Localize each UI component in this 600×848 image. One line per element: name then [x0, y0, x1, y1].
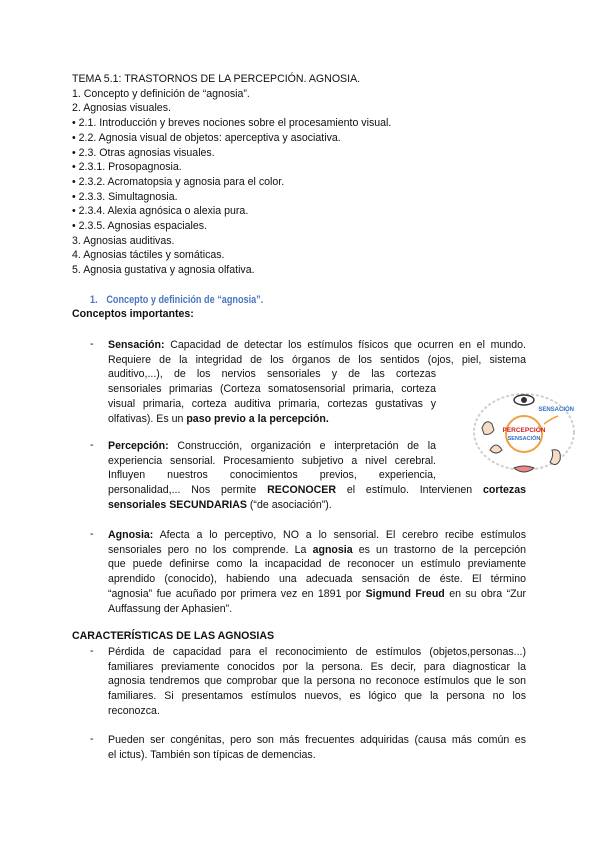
center-circle	[506, 416, 542, 452]
highlight-text: paso previo a la percepción.	[186, 412, 329, 425]
text-line: auditivo,...), de los nervios sensoriales y de las cortezas	[108, 368, 436, 381]
figure-label-percepcion: PERCEPCIÓN	[502, 427, 546, 434]
toc-line: • 2.2. Agnosia visual de objetos: aperceptiva y asociativa.	[72, 131, 341, 144]
text-line: Influyen nuestros conocimientos previos, experiencia,	[108, 469, 436, 482]
table-of-contents	[72, 72, 532, 278]
text-line: sensoriales pero no los comprende. La	[108, 543, 307, 556]
highlight-text: agnosia	[312, 543, 353, 556]
percepcion-paragraph	[108, 439, 526, 513]
text-line: Afecta a lo perceptivo, NO a lo sensorial. El cerebro recibe estímulos	[159, 529, 526, 541]
figure-arrow	[544, 416, 558, 424]
text-line: Auffassung der Aphasien”.	[108, 602, 233, 615]
characteristics-heading: CARACTERÍSTICAS DE LAS AGNOSIAS	[72, 630, 275, 642]
ear-icon	[550, 450, 560, 465]
text-line: aprendido (conocido), habiendo una adecuada sensación de éste. El término	[108, 573, 526, 586]
text-line: experiencia sensorial. Procesamiento subjetivo a nivel cerebral.	[108, 454, 436, 467]
text-line: Requiere de la integridad de los órganos de los sentidos (ojos, piel, sistema	[108, 353, 526, 366]
mouth-icon	[514, 466, 534, 472]
text-line: Pueden ser congénitas, pero son más frecuentes adquiridas (causa más común es	[108, 734, 526, 746]
section-heading	[90, 294, 263, 306]
text-line: Construcción, organización e interpretación de la	[177, 440, 436, 452]
text-line: “agnosia” fue acuñado por primera vez en 1891 por	[108, 587, 362, 600]
figure-label-sensacion-center: SENSACIÓN	[507, 436, 541, 442]
text-line: es un trastorno de la percepción	[358, 543, 526, 556]
bullet-dash: -	[90, 528, 94, 540]
highlight-text: RECONOCER	[267, 484, 336, 497]
bullet-dash: -	[90, 338, 94, 350]
text-line: (“de asociación”).	[249, 498, 332, 511]
agnosia-paragraph	[108, 528, 526, 616]
concepts-heading: Conceptos importantes:	[72, 308, 194, 320]
toc-line: 1. Concepto y definición de “agnosia”.	[72, 87, 250, 100]
toc-line: 3. Agnosias auditivas.	[72, 234, 175, 247]
toc-line: 5. Agnosia gustativa y agnosia olfativa.	[72, 264, 255, 277]
toc-line: 4. Agnosias táctiles y somáticas.	[72, 249, 225, 262]
senses-perception-figure	[468, 376, 580, 488]
highlight-text: cortezas	[483, 484, 526, 497]
bullet-dash: -	[90, 439, 94, 451]
sensacion-term: Sensación:	[108, 339, 165, 351]
sensacion-paragraph	[108, 338, 526, 426]
bullet-dash: -	[90, 645, 94, 657]
text-line: reconozca.	[108, 704, 160, 717]
toc-line: 2. Agnosias visuales.	[72, 102, 171, 115]
toc-line: • 2.3.4. Alexia agnósica o alexia pura.	[72, 205, 249, 218]
toc-line: • 2.3.2. Acromatopsia y agnosia para el color.	[72, 175, 285, 188]
text-line: Capacidad de detectar los estímulos físicos que ocurren en el mundo.	[170, 339, 526, 351]
text-line: olfativas). Es un	[108, 412, 184, 425]
text-line: agnosia tendremos que comprobar que la persona no reconoce estímulos que le son	[108, 675, 526, 688]
eye-icon	[514, 395, 534, 405]
text-line: sensoriales primarias (Corteza somatosensorial primaria, corteza	[108, 383, 436, 396]
toc-line: TEMA 5.1: TRASTORNOS DE LA PERCEPCIÓN. AGNOSIA.	[72, 73, 361, 85]
bullet-dash: -	[90, 733, 94, 745]
highlight-text: Sigmund Freud	[365, 587, 445, 600]
text-line: personalidad,... Nos permite	[108, 484, 257, 497]
hand-icon	[482, 422, 494, 435]
toc-line: • 2.3.1. Prosopagnosia.	[72, 161, 182, 174]
text-line: que puede definirse como la incapacidad de reconocer un estímulo previamente	[108, 558, 526, 571]
text-line: el ictus). También son típicas de demencias.	[108, 748, 316, 761]
toc-line: • 2.1. Introducción y breves nociones sobre el procesamiento visual.	[72, 117, 392, 130]
text-line: el estímulo. Intervienen	[346, 484, 473, 497]
characteristic-paragraph	[108, 645, 526, 719]
highlight-text: sensoriales SECUNDARIAS	[108, 498, 247, 511]
text-line: familiares previamente conocidos por la persona. Es decir, para diagnosticar la	[108, 660, 526, 673]
toc-line: • 2.3.3. Simultagnosia.	[72, 190, 178, 203]
figure-label-sensacion: SENSACIÓN	[538, 407, 574, 413]
text-line: en su obra “Zur	[449, 587, 527, 600]
section-title: Concepto y definición de “agnosia”.	[106, 294, 264, 306]
text-line: visual primaria, corteza auditiva primaria, cortezas gustativas y	[108, 397, 436, 410]
characteristic-paragraph	[108, 733, 526, 762]
agnosia-term: Agnosia:	[108, 529, 154, 541]
text-line: familiares. Si presentamos estímulos nuevos, es lógico que la persona no los	[108, 690, 526, 703]
percepcion-term: Percepción:	[108, 440, 169, 452]
toc-line: • 2.3. Otras agnosias visuales.	[72, 146, 215, 159]
section-number: 1.	[90, 294, 98, 306]
toc-line: • 2.3.5. Agnosias espaciales.	[72, 220, 208, 233]
text-line: Pérdida de capacidad para el reconocimiento de estímulos (objetos,personas...)	[108, 646, 526, 658]
nose-icon	[490, 445, 502, 453]
